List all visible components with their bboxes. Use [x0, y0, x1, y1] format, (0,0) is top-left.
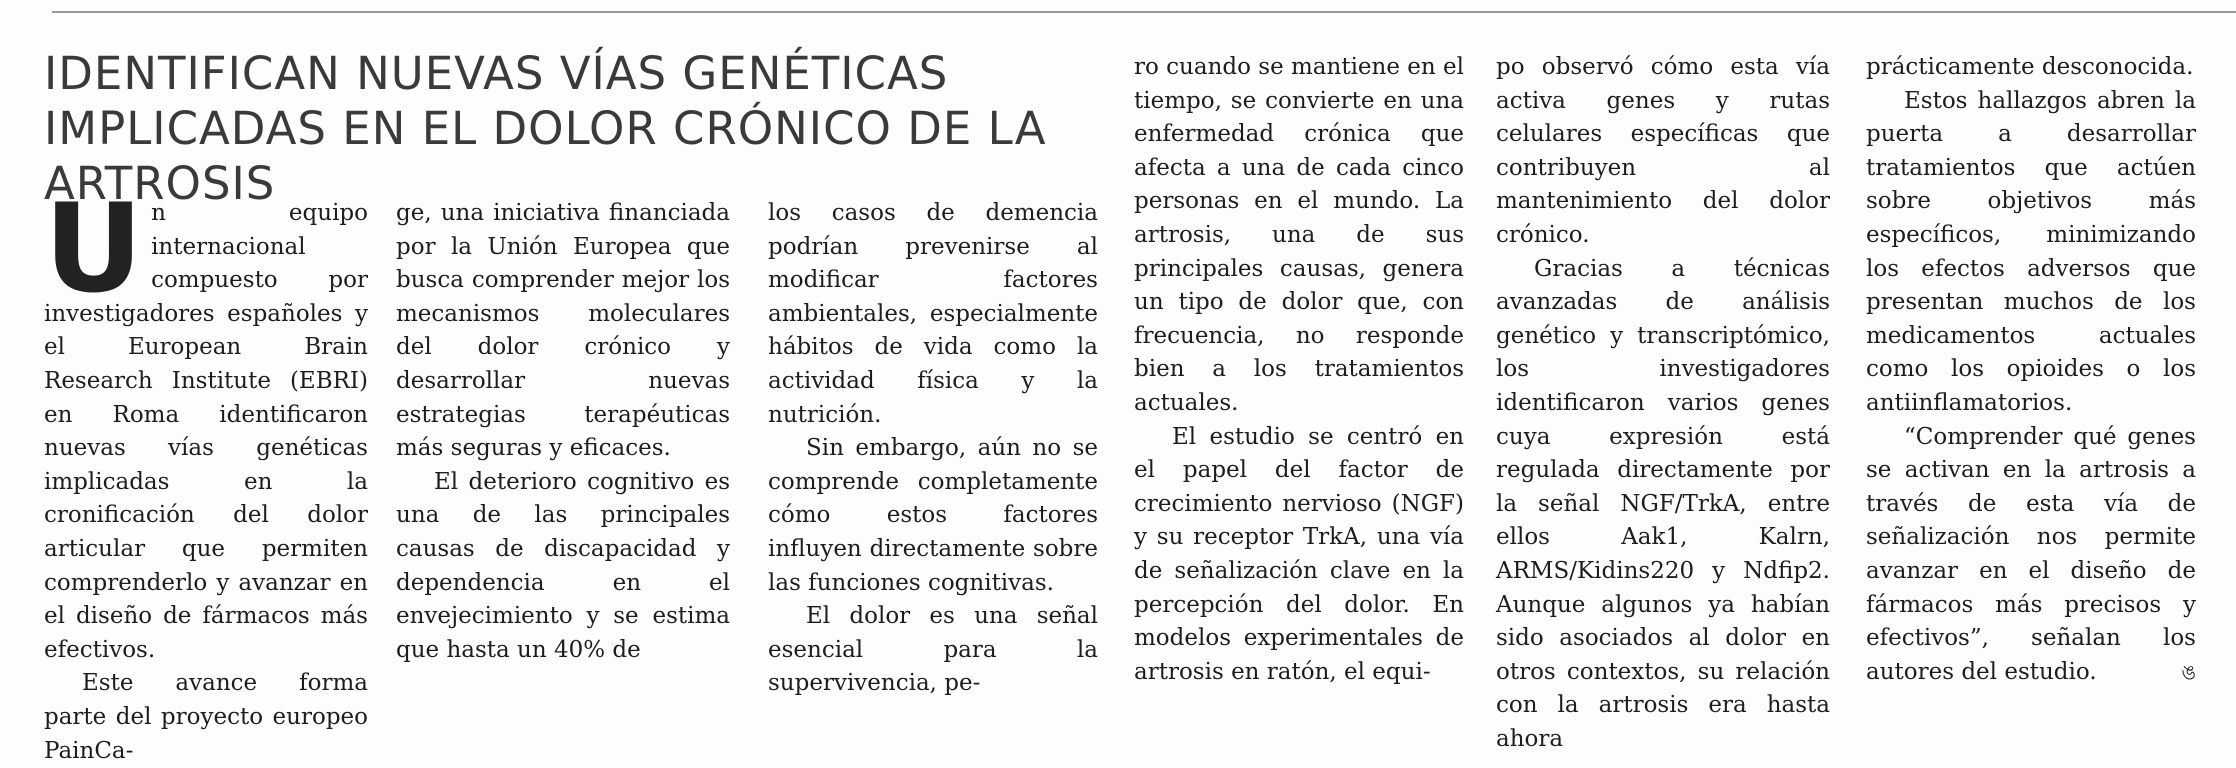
paragraph: po observó cómo esta vía activa genes y rutas celulares específicas que contribuyen al mantenimiento del dolor crónico.	[1496, 54, 1830, 248]
paragraph: Estos hallazgos abren la puerta a desarrollar tratamientos que actúen sobre objetivos más específicos, minimizando los efectos adversos que presentan muchos de los medicamentos actuales como los opioides o los antiinflamatorios.	[1866, 87, 2196, 416]
drop-cap: U	[44, 178, 144, 320]
paragraph: prácticamente desconocida.	[1866, 54, 2194, 80]
paragraph: El estudio se centró en el papel del factor de crecimiento nervioso (NGF) y su receptor TrkA, una vía de señalización clave en la percepción del dolor. En modelos experimentales de artrosis en ratón, el equi-	[1134, 423, 1464, 685]
top-rule	[52, 11, 2236, 13]
paragraph-text: “Comprender qué genes se activan en la artrosis a través de esta vía de señalización nos permite avanzar en el diseño de fármacos más precisos y efectivos”, señalan los autores del estudio.	[1866, 423, 2196, 685]
paragraph: ge, una iniciativa financiada por la Unión Europea que busca comprender mejor los mecanismos moleculares del dolor crónico y desarrollar nuevas estrategias terapéuticas más seguras y eficaces.	[396, 200, 730, 462]
article-column-5	[1496, 51, 1830, 752]
paragraph: ro cuando se mantiene en el tiempo, se convierte en una enfermedad crónica que afecta a una de cada cinco personas en el mundo. La artrosis, una de sus principales causas, genera un tipo de dolor que, con frecuencia, no responde bien a los tratamientos actuales.	[1134, 54, 1464, 416]
end-mark-icon: ঙ	[2181, 659, 2196, 684]
article-column-1	[44, 178, 368, 764]
article-headline: IDENTIFICAN NUEVAS VÍAS GENÉTICAS IMPLICADAS EN EL DOLOR CRÓNICO DE LA ARTROSIS	[44, 47, 1047, 210]
article-column-2	[396, 197, 730, 663]
paragraph	[1866, 421, 2196, 690]
paragraph: los casos de demencia podrían prevenirse al modificar factores ambientales, especialmente hábitos de vida como la actividad física y la nutrición.	[768, 200, 1098, 428]
paragraph	[44, 178, 368, 667]
paragraph: Gracias a técnicas avanzadas de análisis genético y transcriptómico, los investigadores identificaron varios genes cuya expresión está regulada directamente por la señal NGF/TrkA, entre ellos Aak1, Kalrn, ARMS/Kidins220 y Ndfip2. Aunque algunos ya habían sido asociados al dolor en otros contextos, su relación con la artrosis era hasta ahora	[1496, 255, 1830, 752]
article-column-3	[768, 197, 1098, 697]
article-column-4	[1134, 51, 1464, 685]
paragraph: Este avance forma parte del proyecto europeo PainCa-	[44, 670, 368, 764]
paragraph: El dolor es una señal esencial para la supervivencia, pe-	[768, 603, 1098, 697]
paragraph-text: n equipo internacional compuesto por investigadores españoles y el European Brain Research Institute (EBRI) en Roma identificaron nuevas vías genéticas implicadas en la cronificación del dolor articular que permiten comprenderlo y avanzar en el diseño de fármacos más efectivos.	[44, 200, 368, 663]
paragraph: El deterioro cognitivo es una de las principales causas de discapacidad y dependencia en el envejecimiento y se estima que hasta un 40% de	[396, 468, 730, 663]
paragraph: Sin embargo, aún no se comprende completamente cómo estos factores influyen directamente sobre las funciones cognitivas.	[768, 435, 1098, 596]
article-column-6	[1866, 51, 2196, 685]
